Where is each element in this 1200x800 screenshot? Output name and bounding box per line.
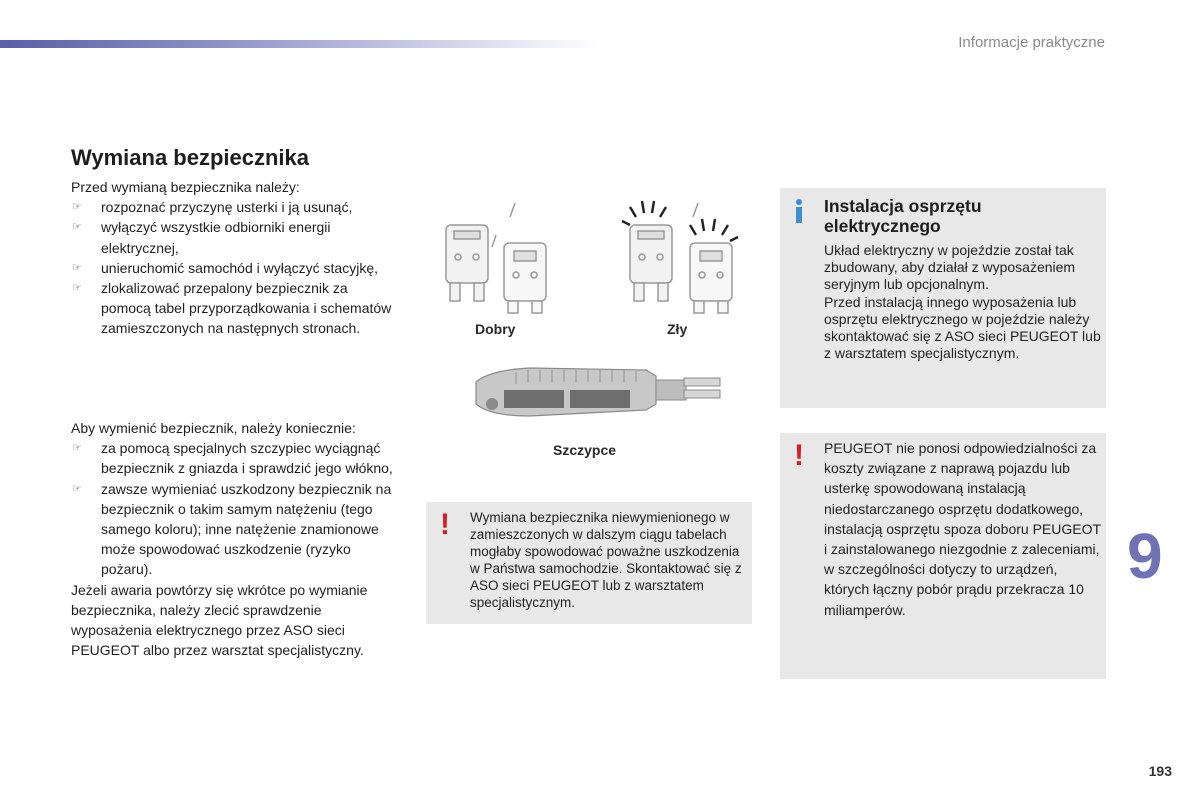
list-item: ☞ zawsze wymieniać uszkodzony bezpiecznik na bezpiecznik o takim samym natężeniu (tego samego koloru); inne natężenie znamionowe może spowodować uszkodzenie (ryzyko pożaru). bbox=[71, 479, 401, 580]
fuse-illustration bbox=[430, 195, 750, 315]
accessory-info-box bbox=[780, 188, 1106, 408]
fuse-warning-text: Wymiana bezpiecznika niewymienionego w zamieszczonych w dalszym ciągu tabelach mogłaby spowodować poważne uszkodzenia w Państwa samochodzie. Skontaktować się z ASO sieci PEUGEOT lub z warsztatem specjalistycznym. bbox=[470, 510, 742, 610]
page-heading: Wymiana bezpiecznika bbox=[71, 145, 310, 170]
warning-icon: ! bbox=[794, 439, 804, 472]
hand-pointer-icon: ☞ bbox=[72, 482, 82, 495]
good-fuse-label: Dobry bbox=[475, 321, 516, 337]
list-item: ☞ zlokalizować przepalony bezpiecznik za pomocą tabel przyporządkowania i schematów zamieszczonych na następnych stronach. bbox=[71, 278, 401, 339]
before-replacement-block bbox=[71, 177, 401, 339]
header-gradient-bar bbox=[0, 40, 600, 48]
bad-fuse-front bbox=[690, 243, 732, 313]
info-text: Układ elektryczny w pojeździe został tak zbudowany, aby działał z wyposażeniem seryjnym lub opcjonalnym. Przed instalacją innego wyposażenia lub osprzętu elektrycznego w pojeździe należy skontaktować się z ASO sieci PEUGEOT lub z warsztatem specjalistycznym. bbox=[824, 242, 1101, 362]
liability-warning-text: PEUGEOT nie ponosi odpowiedzialności za koszty związane z naprawą pojazdu lub usterkę spowodowaną instalacją niedostarczanego osprzętu dodatkowego, instalacją osprzętu spoza doboru PEUGEOT i zainstalowanego niezgodnie z zaleceniami, w szczególności dotyczy to urządzeń, których łączny pobór prądu przekracza 10 miliamperów. bbox=[824, 440, 1101, 618]
list-item: ☞ rozpoznać przyczynę usterki i ją usunąć, bbox=[71, 197, 401, 217]
warning-icon: ! bbox=[440, 508, 450, 541]
bad-fuse-label: Zły bbox=[667, 321, 688, 337]
list-item: ☞ wyłączyć wszystkie odbiorniki energii elektrycznej, bbox=[71, 217, 401, 257]
hand-pointer-icon: ☞ bbox=[72, 221, 82, 234]
fuse-warning-box bbox=[426, 502, 752, 624]
tweezers-label: Szczypce bbox=[553, 442, 617, 458]
good-fuse-back bbox=[446, 225, 488, 301]
intro-text: Przed wymianą bezpiecznika należy: bbox=[71, 179, 300, 195]
tweezers-illustration bbox=[470, 360, 730, 430]
section-title: Informacje praktyczne bbox=[958, 34, 1105, 51]
list-item: ☞ za pomocą specjalnych szczypiec wyciągnąć bezpiecznik z gniazda i sprawdzić jego włókno, bbox=[71, 438, 401, 478]
replacement-block bbox=[71, 418, 401, 660]
list-item: ☞ unieruchomić samochód i wyłączyć stacyjkę, bbox=[71, 258, 401, 278]
repeat-failure-text: Jeżeli awaria powtórzy się wkrótce po wymianie bezpiecznika, należy zlecić sprawdzenie wyposażenia elektrycznego przez ASO sieci PEUGEOT albo przez warsztat specjalistyczny. bbox=[71, 581, 368, 659]
replace-intro-text: Aby wymienić bezpiecznik, należy koniecznie: bbox=[71, 420, 356, 436]
hand-pointer-icon: ☞ bbox=[72, 201, 82, 214]
chapter-number: 9 bbox=[1127, 520, 1163, 592]
hand-pointer-icon: ☞ bbox=[72, 282, 82, 295]
bad-fuse-back bbox=[630, 225, 672, 301]
liability-warning-box bbox=[780, 433, 1106, 679]
hand-pointer-icon: ☞ bbox=[72, 261, 82, 274]
info-icon bbox=[792, 198, 806, 224]
info-title: Instalacja osprzętu elektrycznego bbox=[824, 196, 982, 236]
good-fuse-front bbox=[504, 243, 546, 313]
page-number: 193 bbox=[1148, 763, 1172, 779]
hand-pointer-icon: ☞ bbox=[72, 442, 82, 455]
